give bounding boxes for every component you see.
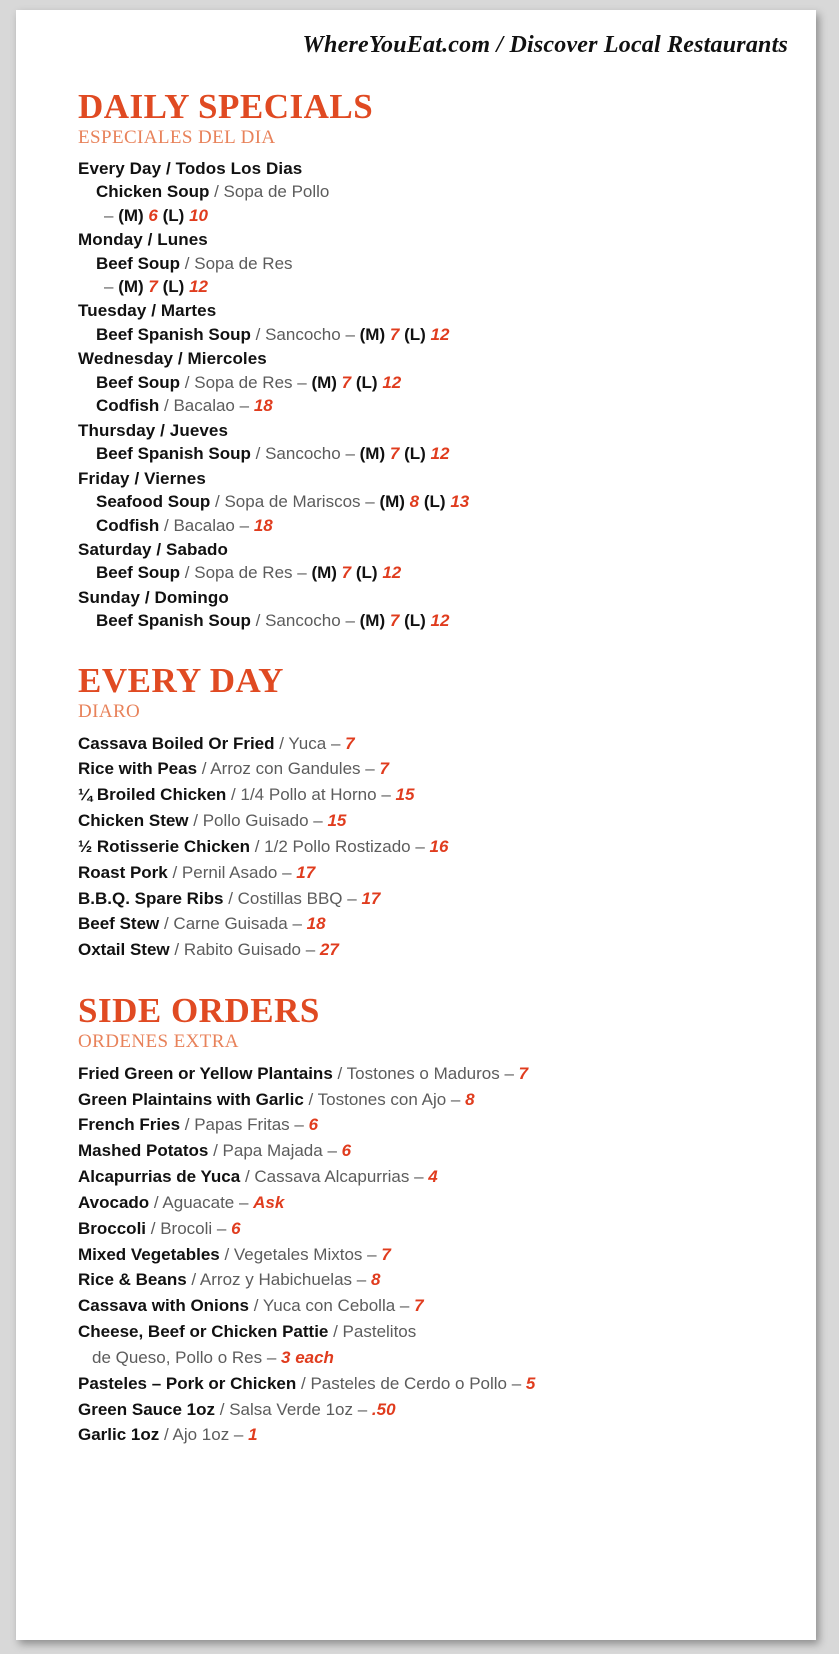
item-price: 6 — [148, 205, 158, 225]
item-name-es: Bacalao — [173, 396, 235, 416]
item-name-en: Avocado — [78, 1192, 150, 1212]
item-sep: / — [197, 759, 211, 779]
size-label: (M) — [118, 277, 144, 297]
item-sep: / — [250, 611, 266, 631]
item-name-es: Sopa de Res — [194, 563, 293, 583]
item-price: 4 — [428, 1167, 438, 1187]
item-name-es: Carne Guisada — [173, 914, 288, 934]
menu-item-prices — [78, 275, 816, 298]
menu-item — [78, 1216, 816, 1242]
site-header: WhereYouEat.com / Discover Local Restaurants — [302, 32, 788, 58]
item-name-es: Arroz y Habichuelas — [199, 1270, 353, 1290]
menu-item — [78, 514, 816, 537]
item-price: 3 each — [281, 1347, 334, 1367]
dash: – — [409, 1167, 429, 1187]
item-name-en: Cassava Boiled Or Fried — [78, 733, 275, 753]
menu-item — [78, 1371, 816, 1397]
item-name-es: Rabito Guisado — [183, 940, 301, 960]
item-sep: / — [169, 940, 184, 960]
item-sep: / — [149, 1192, 163, 1212]
item-sep: / — [219, 1244, 234, 1264]
day-block — [78, 157, 816, 227]
size-label: (M) — [311, 372, 337, 392]
section-title: EVERY DAY — [78, 660, 284, 700]
day-block — [78, 586, 816, 633]
item-sep: / — [223, 888, 238, 908]
item-price: 7 — [345, 733, 355, 753]
item-price: 1 — [248, 1425, 258, 1445]
dash: – — [395, 1296, 415, 1316]
item-name-en: Beef Stew — [78, 914, 160, 934]
item-price: 6 — [231, 1218, 241, 1238]
menu-item — [78, 756, 816, 782]
item-sep: / — [296, 1373, 311, 1393]
item-price: 17 — [361, 888, 381, 908]
dash: – — [499, 1063, 519, 1083]
item-price: 7 — [379, 759, 389, 779]
item-price: 7 — [414, 1296, 424, 1316]
day-block — [78, 299, 816, 346]
item-name-es: Pasteles de Cerdo o Pollo — [310, 1373, 508, 1393]
day-name: Sunday / Domingo — [78, 587, 229, 607]
item-name-es: Pastelitos — [342, 1322, 417, 1342]
menu-item — [78, 1164, 816, 1190]
menu-item-prices — [78, 204, 816, 227]
item-sep: / — [180, 563, 195, 583]
item-price: 13 — [450, 492, 470, 512]
menu-item — [78, 394, 816, 417]
dash: – — [297, 372, 312, 392]
item-price: 12 — [382, 563, 402, 583]
item-name-en: Mixed Vegetables — [78, 1244, 220, 1264]
menu-item — [78, 808, 816, 834]
item-sep: / — [250, 444, 266, 464]
item-name-es: Ajo 1oz — [172, 1425, 230, 1445]
day-block — [78, 538, 816, 585]
day-name: Tuesday / Martes — [78, 301, 217, 321]
item-price: 10 — [189, 205, 208, 225]
dash: – — [345, 324, 360, 344]
menu-item — [78, 323, 816, 346]
dash: – — [507, 1373, 526, 1393]
item-sep: / — [146, 1218, 161, 1238]
item-name-en: Codfish — [96, 515, 160, 535]
item-sep: / — [159, 515, 174, 535]
item-sep: / — [250, 324, 266, 344]
item-price: 12 — [189, 277, 208, 297]
item-sep: / — [226, 785, 241, 805]
item-name-en: Pasteles – Pork or Chicken — [78, 1373, 297, 1393]
item-sep: / — [249, 836, 265, 856]
dash: – — [322, 1141, 342, 1161]
item-sep: / — [215, 1399, 230, 1419]
item-price: Ask — [253, 1192, 285, 1212]
item-name-en: Roast Pork — [78, 862, 168, 882]
section-every-day — [78, 660, 816, 963]
section-subtitle: ESPECIALES DEL DIA — [78, 126, 276, 148]
item-name-es: Salsa Verde 1oz — [229, 1399, 353, 1419]
item-sep: / — [209, 182, 224, 202]
day-name: Every Day / Todos Los Dias — [78, 158, 303, 178]
day-block — [78, 228, 816, 298]
dash: – — [376, 785, 396, 805]
item-name-es: Papa Majada — [222, 1141, 323, 1161]
item-name-en: Rice & Beans — [78, 1270, 187, 1290]
item-name-es: Yuca — [288, 733, 327, 753]
day-name: Thursday / Jueves — [78, 420, 229, 440]
item-name-es: Bacalao — [173, 515, 235, 535]
day-block — [78, 347, 816, 417]
menu-item — [78, 731, 816, 757]
item-sep: / — [180, 1115, 195, 1135]
dash: – — [239, 396, 254, 416]
size-label: (L) — [404, 444, 426, 464]
item-name-es: Pollo Guisado — [202, 811, 309, 831]
size-label: (L) — [355, 563, 378, 583]
item-name-es: Sancocho — [265, 324, 341, 344]
item-name-es: Costillas BBQ — [237, 888, 343, 908]
section-subtitle: DIARO — [78, 700, 141, 722]
item-name-en: ¼ Broiled Chicken — [78, 785, 227, 805]
item-price: 5 — [525, 1373, 536, 1393]
item-price: 27 — [319, 940, 339, 960]
menu-item — [78, 1138, 816, 1164]
item-price: 18 — [253, 515, 273, 535]
item-price: 17 — [296, 862, 316, 882]
item-name-en: Cassava with Onions — [78, 1296, 249, 1316]
item-name-es: Papas Fritas — [194, 1115, 290, 1135]
item-name-en: Beef Soup — [96, 563, 181, 583]
item-name-es: Cassava Alcapurrias — [254, 1167, 410, 1187]
dash: – — [342, 888, 362, 908]
item-name-es: 1/2 Pollo Rostizado — [264, 836, 411, 856]
dash: – — [104, 205, 119, 225]
item-sep: / — [167, 862, 182, 882]
size-label: (M) — [379, 492, 405, 512]
dash: – — [239, 515, 254, 535]
item-name-en: Beef Spanish Soup — [96, 611, 251, 631]
size-label: (M) — [359, 444, 386, 464]
item-sep: / — [159, 1425, 173, 1445]
dash: – — [212, 1218, 232, 1238]
size-label: (L) — [404, 324, 426, 344]
dash: – — [326, 733, 346, 753]
size-label: (L) — [404, 611, 426, 631]
size-label: (M) — [359, 324, 386, 344]
dash: – — [345, 444, 360, 464]
menu-item — [78, 1319, 816, 1371]
menu-item — [78, 180, 816, 203]
item-price: 8 — [409, 492, 420, 512]
item-name-es: Aguacate — [162, 1192, 235, 1212]
size-label: (L) — [355, 372, 378, 392]
item-price: 7 — [381, 1244, 391, 1264]
item-price: 12 — [430, 611, 450, 631]
item-name-en: Fried Green or Yellow Plantains — [78, 1063, 333, 1083]
menu-item — [78, 911, 816, 937]
size-label: (M) — [118, 205, 144, 225]
dash: – — [446, 1089, 466, 1109]
item-name-en: Green Plaintains with Garlic — [78, 1089, 304, 1109]
item-name-en: Beef Spanish Soup — [96, 324, 251, 344]
item-price: 8 — [465, 1089, 475, 1109]
item-sep: / — [159, 396, 174, 416]
menu-item — [78, 1293, 816, 1319]
item-name-es: Tostones o Maduros — [346, 1063, 500, 1083]
item-sep: / — [303, 1089, 318, 1109]
dash: – — [353, 1399, 372, 1419]
item-name-en: Beef Soup — [96, 372, 181, 392]
dash: – — [345, 611, 360, 631]
item-name-en: Broccoli — [78, 1218, 147, 1238]
item-name-en: Chicken Soup — [96, 182, 210, 202]
item-name-en: Beef Spanish Soup — [96, 444, 251, 464]
item-price: 6 — [341, 1141, 352, 1161]
menu-item — [78, 1397, 816, 1423]
item-price: 15 — [327, 811, 347, 831]
item-name-es: Brocoli — [160, 1218, 213, 1238]
dash: – — [352, 1270, 371, 1290]
menu-item — [78, 1422, 816, 1448]
day-name: Saturday / Sabado — [78, 540, 229, 559]
item-sep: / — [332, 1063, 347, 1083]
menu-page — [16, 10, 816, 1640]
item-name-es: 1/4 Pollo at Horno — [240, 785, 377, 805]
item-name-en: Chicken Stew — [78, 811, 189, 831]
item-name-es: Yuca con Cebolla — [262, 1296, 396, 1316]
dash: – — [297, 563, 312, 583]
item-name-es: Vegetales Mixtos — [233, 1244, 363, 1264]
item-name-es: Sancocho — [265, 611, 341, 631]
dash: – — [289, 1115, 309, 1135]
item-sep: / — [180, 372, 195, 392]
dash: – — [262, 1347, 282, 1367]
dash: – — [229, 1425, 249, 1445]
item-price: 12 — [430, 444, 450, 464]
item-name-en: Cheese, Beef or Chicken Pattie — [78, 1322, 329, 1342]
menu-content — [16, 59, 816, 1448]
dash: – — [365, 492, 380, 512]
menu-item — [78, 609, 816, 632]
dash: – — [234, 1192, 254, 1212]
dash: – — [308, 811, 328, 831]
size-label: (L) — [423, 492, 446, 512]
item-price: 7 — [341, 563, 352, 583]
size-label: (L) — [162, 205, 185, 225]
item-name-en: Seafood Soup — [96, 492, 211, 512]
dash: – — [362, 1244, 382, 1264]
item-name-es-cont: de Queso, Pollo o Res — [92, 1347, 263, 1367]
menu-item — [78, 490, 816, 513]
item-price: 7 — [518, 1063, 529, 1083]
menu-item — [78, 1242, 816, 1268]
item-price: 16 — [429, 836, 449, 856]
item-price: 7 — [389, 324, 400, 344]
section-title: SIDE ORDERS — [78, 991, 320, 1031]
item-price: 7 — [389, 444, 400, 464]
item-price: 7 — [389, 611, 400, 631]
item-name-es: Sopa de Pollo — [223, 182, 330, 202]
menu-item — [78, 442, 816, 465]
dash: – — [301, 940, 320, 960]
item-sep: / — [208, 1141, 223, 1161]
menu-item — [78, 1061, 816, 1087]
menu-item — [78, 1112, 816, 1138]
dash: – — [287, 914, 307, 934]
item-name-en: Alcapurrias de Yuca — [78, 1167, 241, 1187]
dash: – — [410, 836, 430, 856]
section-title: DAILY SPECIALS — [78, 87, 374, 126]
menu-item — [78, 834, 816, 860]
day-name: Wednesday / Miercoles — [78, 349, 267, 369]
item-sep: / — [188, 811, 203, 831]
item-name-es: Sopa de Res — [194, 253, 293, 273]
size-label: (M) — [311, 563, 337, 583]
section-subtitle: ORDENES EXTRA — [78, 1030, 239, 1052]
item-sep: / — [186, 1270, 200, 1290]
item-name-en: B.B.Q. Spare Ribs — [78, 888, 224, 908]
item-name-en: Mashed Potatos — [78, 1141, 209, 1161]
item-price: 15 — [395, 785, 415, 805]
item-sep: / — [210, 492, 225, 512]
item-name-en: Garlic 1oz — [78, 1425, 160, 1445]
item-sep: / — [249, 1296, 263, 1316]
day-block — [78, 419, 816, 466]
item-name-en: Green Sauce 1oz — [78, 1399, 216, 1419]
item-name-es: Sopa de Mariscos — [224, 492, 361, 512]
item-price: 8 — [370, 1270, 381, 1290]
section-daily-specials — [78, 89, 816, 633]
dash: – — [360, 759, 380, 779]
item-price: 6 — [308, 1115, 319, 1135]
item-name-es: Arroz con Gandules — [210, 759, 361, 779]
item-sep: / — [328, 1322, 343, 1342]
item-price: 12 — [430, 324, 450, 344]
menu-item — [78, 371, 816, 394]
menu-item-continuation — [78, 1345, 816, 1371]
size-label: (L) — [162, 277, 185, 297]
item-sep: / — [180, 253, 195, 273]
menu-item — [78, 937, 816, 963]
menu-item — [78, 1190, 816, 1216]
item-name-es: Sopa de Res — [194, 372, 293, 392]
item-name-es: Tostones con Ajo — [317, 1089, 447, 1109]
item-sep: / — [159, 914, 174, 934]
item-name-es: Sancocho — [265, 444, 341, 464]
item-price: .50 — [371, 1399, 396, 1419]
day-block — [78, 467, 816, 537]
day-name: Friday / Viernes — [78, 468, 206, 488]
item-name-en: ½ Rotisserie Chicken — [78, 836, 250, 856]
menu-item — [78, 252, 816, 275]
item-name-en: Oxtail Stew — [78, 940, 170, 960]
item-name-es: Pernil Asado — [181, 862, 278, 882]
menu-item — [78, 561, 816, 584]
menu-item — [78, 886, 816, 912]
item-price: 12 — [382, 372, 402, 392]
size-label: (M) — [359, 611, 386, 631]
item-name-en: Rice with Peas — [78, 759, 198, 779]
dash: – — [277, 862, 297, 882]
menu-item — [78, 782, 816, 808]
menu-item — [78, 1087, 816, 1113]
item-sep: / — [240, 1167, 255, 1187]
menu-item — [78, 860, 816, 886]
dash: – — [104, 277, 119, 297]
menu-item — [78, 1267, 816, 1293]
item-name-en: Codfish — [96, 396, 160, 416]
item-name-en: Beef Soup — [96, 253, 181, 273]
item-price: 18 — [306, 914, 326, 934]
item-price: 7 — [341, 372, 352, 392]
item-sep: / — [274, 733, 289, 753]
item-price: 18 — [253, 396, 273, 416]
section-side-orders — [78, 993, 816, 1448]
item-name-en: French Fries — [78, 1115, 181, 1135]
item-price: 7 — [148, 277, 158, 297]
day-name: Monday / Lunes — [78, 230, 208, 250]
